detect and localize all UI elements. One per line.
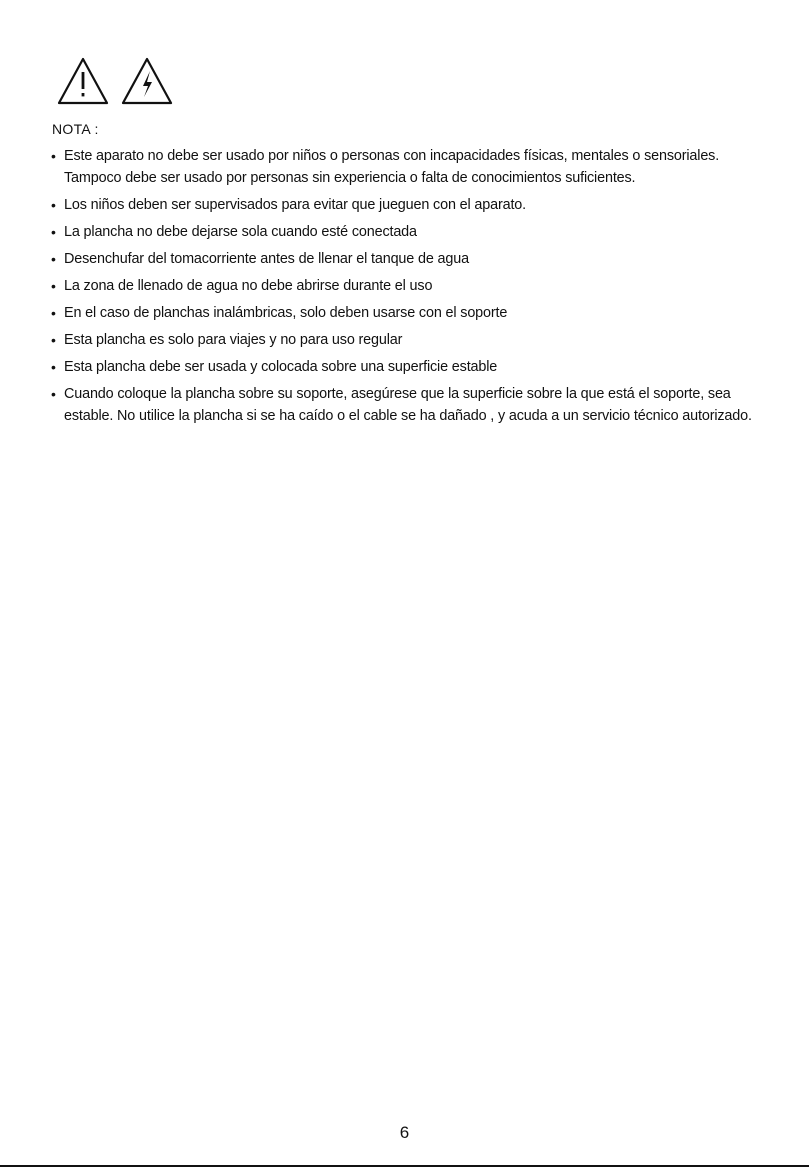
note-label: NOTA : xyxy=(52,121,99,137)
warning-icons xyxy=(56,56,174,106)
electric-shock-icon xyxy=(120,56,174,106)
page-number: 6 xyxy=(399,1123,410,1142)
list-item: • Desenchufar del tomacorriente antes de llenar el tanque de agua xyxy=(52,249,764,271)
caution-icon xyxy=(56,56,110,106)
list-item: • Esta plancha es solo para viajes y no para uso regular xyxy=(52,330,764,352)
list-item: • Este aparato no debe ser usado por niños o personas con incapacidades físicas, mentales o sensoriales. Tampoco debe ser usado por personas sin experiencia o falta de conocimientos suficientes. xyxy=(52,146,764,189)
list-item: • La plancha no debe dejarse sola cuando esté conectada xyxy=(52,222,764,244)
list-item: • Esta plancha debe ser usada y colocada sobre una superficie estable xyxy=(52,357,764,379)
notes-list xyxy=(52,146,764,433)
list-item: • Cuando coloque la plancha sobre su soporte, asegúrese que la superficie sobre la que está el soporte, sea estable. No utilice la plancha si se ha caído o el cable se ha dañado , y acuda a un servicio técnico autorizado. xyxy=(52,384,764,427)
list-item: • Los niños deben ser supervisados para evitar que jueguen con el aparato. xyxy=(52,195,764,217)
bottom-divider xyxy=(0,1165,809,1167)
list-item: • En el caso de planchas inalámbricas, solo deben usarse con el soporte xyxy=(52,303,764,325)
list-item: • La zona de llenado de agua no debe abrirse durante el uso xyxy=(52,276,764,298)
